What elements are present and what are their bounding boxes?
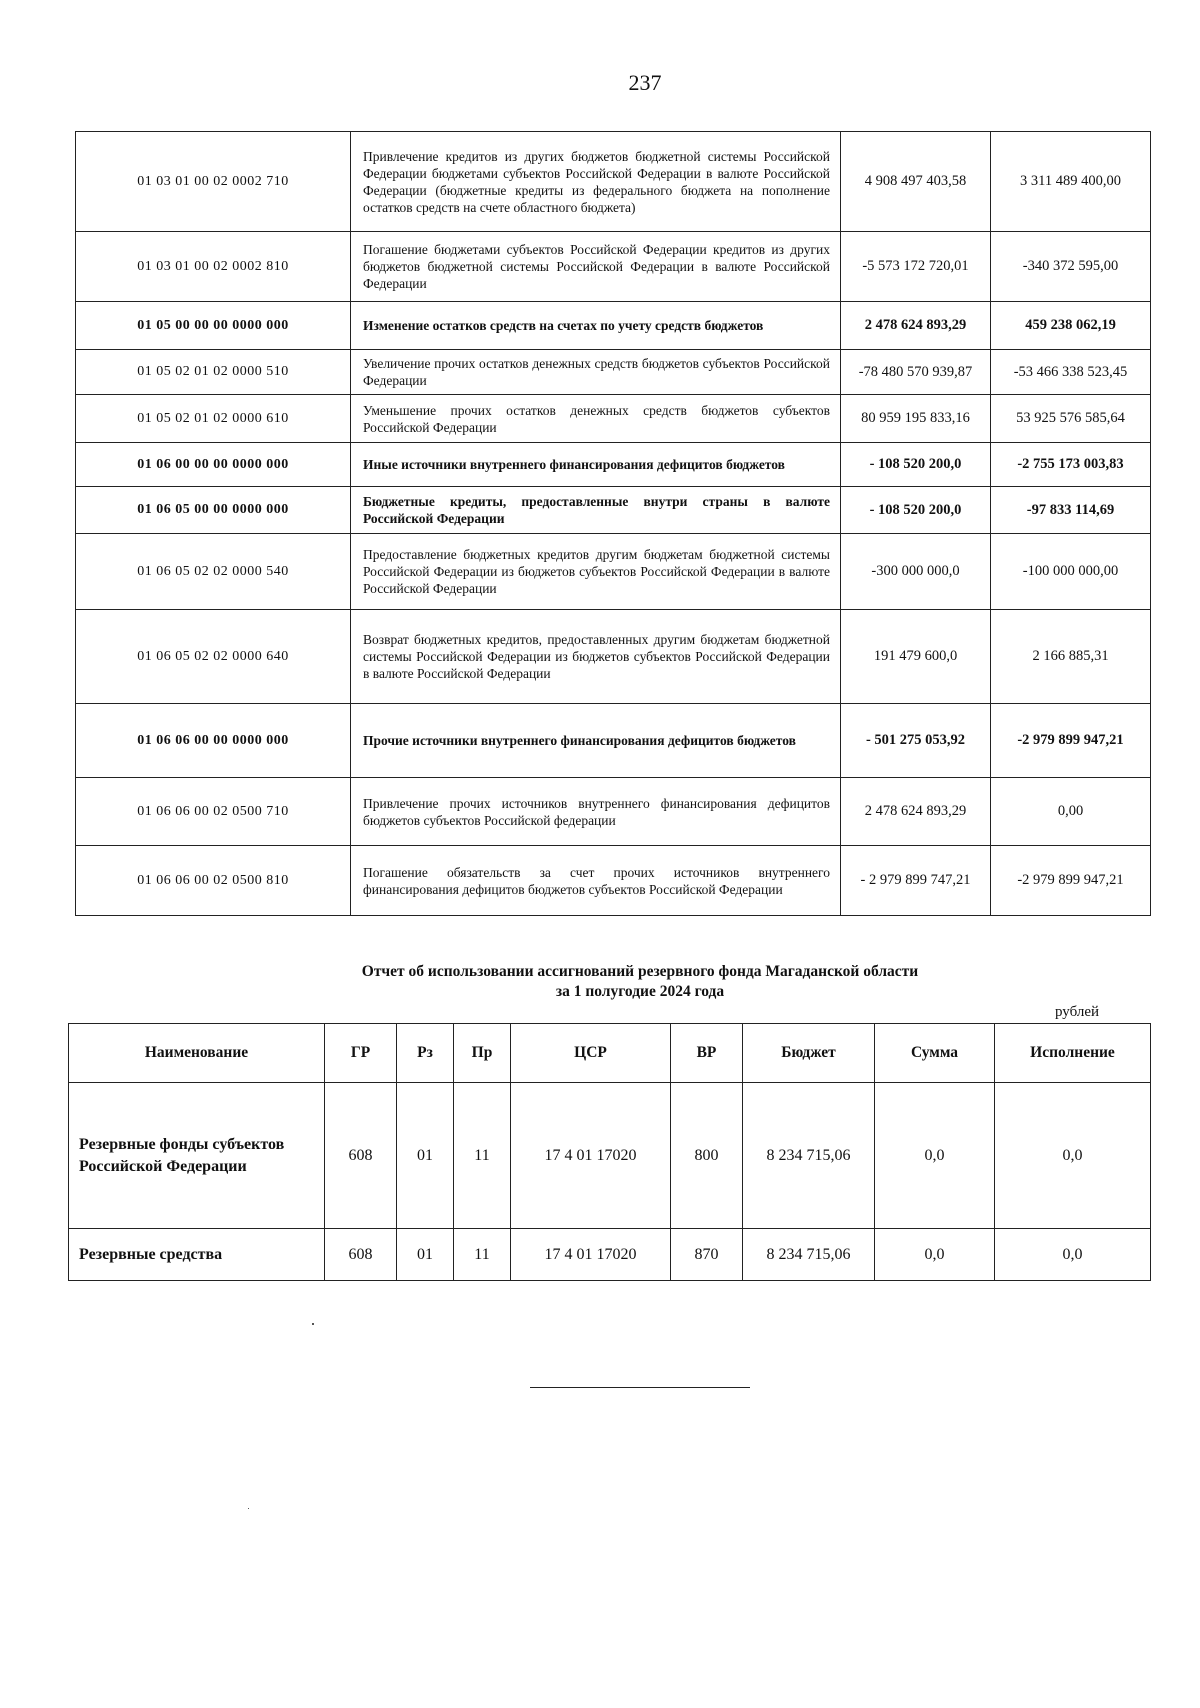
table-row (76, 443, 1151, 487)
table-row (76, 704, 1151, 778)
row-budget: 8 234 715,06 (743, 1083, 875, 1229)
row-actual: 0,00 (991, 778, 1151, 846)
row-plan: - 108 520 200,0 (841, 487, 991, 534)
row-plan: -300 000 000,0 (841, 534, 991, 610)
closing-rule (530, 1387, 750, 1388)
col-header-pr: Пр (454, 1024, 511, 1083)
row-name: Привлечение прочих источников внутреннего финансирования дефицитов бюджетов субъектов Российской федерации (351, 778, 841, 846)
row-csr: 17 4 01 17020 (511, 1229, 671, 1281)
row-code: 01 06 05 02 02 0000 540 (76, 534, 351, 610)
col-header-vr: ВР (671, 1024, 743, 1083)
row-plan: - 501 275 053,92 (841, 704, 991, 778)
row-sum: 0,0 (875, 1083, 995, 1229)
row-exec: 0,0 (995, 1229, 1151, 1281)
row-actual: -97 833 114,69 (991, 487, 1151, 534)
row-name: Изменение остатков средств на счетах по учету средств бюджетов (351, 302, 841, 350)
row-vr: 870 (671, 1229, 743, 1281)
table-row (76, 132, 1151, 232)
table-row (76, 487, 1151, 534)
table-row (76, 232, 1151, 302)
col-header-sum: Сумма (875, 1024, 995, 1083)
row-pr: 11 (454, 1083, 511, 1229)
row-budget: 8 234 715,06 (743, 1229, 875, 1281)
row-actual: -100 000 000,00 (991, 534, 1151, 610)
col-header-budget: Бюджет (743, 1024, 875, 1083)
table-row (76, 395, 1151, 443)
table-row (76, 610, 1151, 704)
row-plan: 80 959 195 833,16 (841, 395, 991, 443)
page-number: 237 (628, 70, 662, 95)
col-header-gr: ГР (325, 1024, 397, 1083)
table-row (76, 534, 1151, 610)
row-actual: -53 466 338 523,45 (991, 350, 1151, 395)
row-plan: - 108 520 200,0 (841, 443, 991, 487)
table-row (69, 1083, 1151, 1229)
row-name: Иные источники внутреннего финансирования дефицитов бюджетов (351, 443, 841, 487)
col-header-rz: Рз (397, 1024, 454, 1083)
report-subtitle: за 1 полугодие 2024 года (555, 983, 725, 1000)
col-header-name: Наименование (69, 1024, 325, 1083)
row-name: Уменьшение прочих остатков денежных средств бюджетов субъектов Российской Федерации (351, 395, 841, 443)
table-row (76, 350, 1151, 395)
row-rz: 01 (397, 1083, 454, 1229)
row-vr: 800 (671, 1083, 743, 1229)
row-actual: 459 238 062,19 (991, 302, 1151, 350)
table-row (76, 302, 1151, 350)
row-exec: 0,0 (995, 1083, 1151, 1229)
row-name: Увеличение прочих остатков денежных средств бюджетов субъектов Российской Федерации (351, 350, 841, 395)
row-code: 01 05 00 00 00 0000 000 (76, 302, 351, 350)
row-name: Прочие источники внутреннего финансирования дефицитов бюджетов (351, 704, 841, 778)
row-gr: 608 (325, 1229, 397, 1281)
row-pr: 11 (454, 1229, 511, 1281)
row-actual: -340 372 595,00 (991, 232, 1151, 302)
row-name: Возврат бюджетных кредитов, предоставленных другим бюджетам бюджетной системы Российской Федерации из бюджетов субъектов Российской Федерации в валюте Российской Федерации (351, 610, 841, 704)
report-title: Отчет об использовании ассигнований резервного фонда Магаданской области (361, 963, 919, 980)
row-plan: 191 479 600,0 (841, 610, 991, 704)
row-code: 01 06 00 00 00 0000 000 (76, 443, 351, 487)
row-name: Погашение бюджетами субъектов Российской Федерации кредитов из других бюджетов бюджетной системы Российской Федерации в валюте Российской Федерации (351, 232, 841, 302)
row-sum: 0,0 (875, 1229, 995, 1281)
table-row (76, 778, 1151, 846)
row-code: 01 06 05 02 02 0000 640 (76, 610, 351, 704)
row-code: 01 05 02 01 02 0000 510 (76, 350, 351, 395)
row-plan: - 2 979 899 747,21 (841, 846, 991, 916)
row-plan: -78 480 570 939,87 (841, 350, 991, 395)
col-header-exec: Исполнение (995, 1024, 1151, 1083)
row-csr: 17 4 01 17020 (511, 1083, 671, 1229)
scan-speck (248, 1508, 249, 1509)
row-actual: 2 166 885,31 (991, 610, 1151, 704)
row-code: 01 03 01 00 02 0002 810 (76, 232, 351, 302)
financing-sources-table (75, 131, 1151, 916)
row-code: 01 06 06 00 02 0500 810 (76, 846, 351, 916)
row-actual: 53 925 576 585,64 (991, 395, 1151, 443)
scan-speck (312, 1323, 314, 1325)
row-actual: 3 311 489 400,00 (991, 132, 1151, 232)
row-code: 01 06 06 00 00 0000 000 (76, 704, 351, 778)
row-code: 01 03 01 00 02 0002 710 (76, 132, 351, 232)
row-plan: 4 908 497 403,58 (841, 132, 991, 232)
row-actual: -2 979 899 947,21 (991, 846, 1151, 916)
row-rz: 01 (397, 1229, 454, 1281)
row-gr: 608 (325, 1083, 397, 1229)
row-plan: 2 478 624 893,29 (841, 302, 991, 350)
row-code: 01 06 06 00 02 0500 710 (76, 778, 351, 846)
table-row (69, 1229, 1151, 1281)
row-name: Резервные фонды субъектов Российской Федерации (69, 1083, 325, 1229)
table-row (76, 846, 1151, 916)
row-actual: -2 979 899 947,21 (991, 704, 1151, 778)
row-name: Погашение обязательств за счет прочих источников внутреннего финансирования дефицитов бюджетов субъектов Российской Федерации (351, 846, 841, 916)
row-code: 01 05 02 01 02 0000 610 (76, 395, 351, 443)
header-row (69, 1024, 1151, 1083)
row-name: Бюджетные кредиты, предоставленные внутри страны в валюте Российской Федерации (351, 487, 841, 534)
row-code: 01 06 05 00 00 0000 000 (76, 487, 351, 534)
row-name: Привлечение кредитов из других бюджетов бюджетной системы Российской Федерации бюджетами субъектов Российской Федерации в валюте Российской Федерации (бюджетные кредиты из федерального бюджета на пополнение остатков средств на счете областного бюджета) (351, 132, 841, 232)
row-name: Резервные средства (69, 1229, 325, 1281)
row-plan: 2 478 624 893,29 (841, 778, 991, 846)
unit-label: рублей (1055, 1004, 1100, 1020)
reserve-fund-table (68, 1023, 1151, 1281)
row-actual: -2 755 173 003,83 (991, 443, 1151, 487)
col-header-csr: ЦСР (511, 1024, 671, 1083)
row-name: Предоставление бюджетных кредитов другим бюджетам бюджетной системы Российской Федерации из бюджетов субъектов Российской Федерации в валюте Российской Федерации (351, 534, 841, 610)
row-plan: -5 573 172 720,01 (841, 232, 991, 302)
